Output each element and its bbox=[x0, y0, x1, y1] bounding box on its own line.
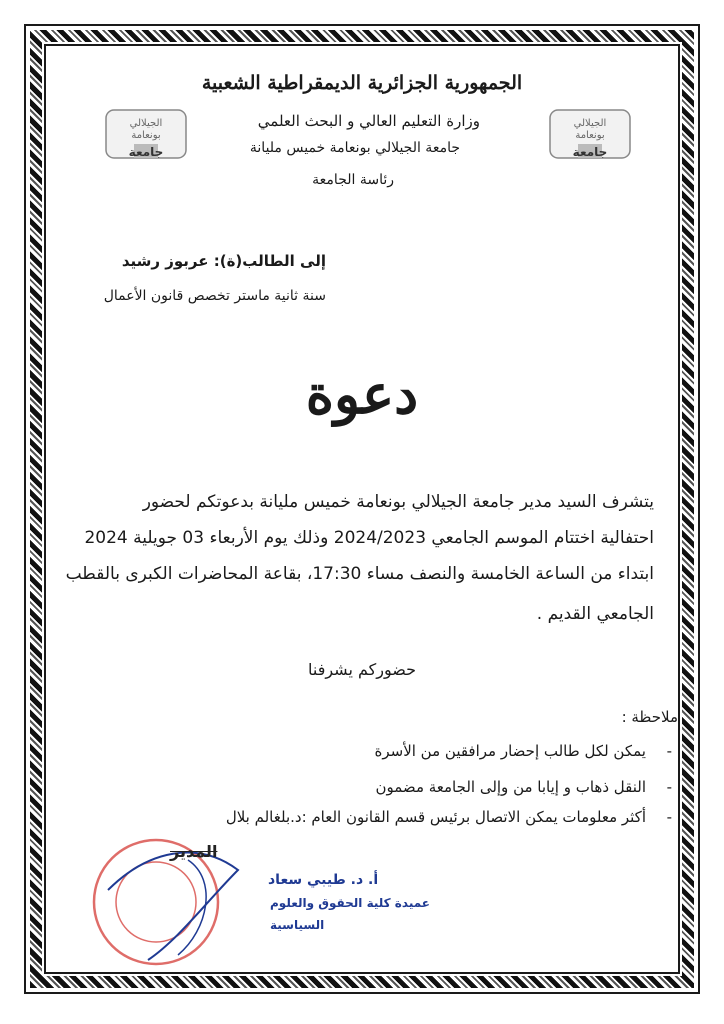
recipient-name: إلى الطالب(ة): عربوز رشيد bbox=[121, 252, 326, 270]
svg-text:بونعامة: بونعامة bbox=[131, 130, 161, 141]
header-presidency: رئاسة الجامعة bbox=[312, 172, 394, 188]
dean-name: أ. د. طيبي سعاد bbox=[268, 872, 379, 888]
body-line-2: احتفالية اختتام الموسم الجامعي 2024/2023 وذلك يوم الأربعاء 03 جويلية 2024 bbox=[84, 528, 654, 548]
recipient-program: سنة ثانية ماستر تخصص قانون الأعمال bbox=[103, 288, 326, 304]
body-line-3: ابتداء من الساعة الخامسة والنصف مساء 17:30، بقاعة المحاضرات الكبرى بالقطب bbox=[65, 564, 654, 584]
dean-title: عميدة كلية الحقوق والعلوم bbox=[270, 896, 430, 910]
body-line-4: الجامعي القديم . bbox=[536, 604, 654, 624]
university-logo-left bbox=[104, 104, 188, 166]
svg-text:جامعة: جامعة bbox=[128, 145, 164, 159]
body-line-1: يتشرف السيد مدير جامعة الجيلالي بونعامة خميس مليانة بدعوتكم لحضور bbox=[142, 492, 654, 512]
svg-text:بونعامة: بونعامة bbox=[575, 130, 605, 141]
signatory-title: المدير bbox=[170, 842, 218, 861]
header-ministry: وزارة التعليم العالي و البحث العلمي bbox=[257, 112, 480, 130]
svg-text:جامعة: جامعة bbox=[572, 145, 608, 159]
university-logo-right bbox=[548, 104, 632, 166]
invitation-title: دعوة bbox=[305, 362, 419, 426]
svg-text:الجيلالي: الجيلالي bbox=[573, 118, 607, 129]
note-item: - أكثر معلومات يمكن الاتصال برئيس قسم القانون العام :د.بلغالم بلال bbox=[226, 808, 646, 826]
dean-title-2: السياسية bbox=[270, 918, 325, 932]
note-item: - النقل ذهاب و إيابا من وإلى الجامعة مضمون bbox=[376, 778, 647, 796]
notes-heading: ملاحظة : bbox=[621, 708, 678, 726]
closing-line: حضوركم يشرفنا bbox=[307, 660, 416, 679]
note-item: - يمكن لكل طالب إحضار مرافقين من الأسرة bbox=[374, 742, 646, 760]
header-university: جامعة الجيلالي بونعامة خميس مليانة bbox=[249, 140, 460, 156]
header-republic: الجمهورية الجزائرية الديمقراطية الشعبية bbox=[201, 72, 523, 94]
svg-text:الجيلالي: الجيلالي bbox=[129, 118, 163, 129]
